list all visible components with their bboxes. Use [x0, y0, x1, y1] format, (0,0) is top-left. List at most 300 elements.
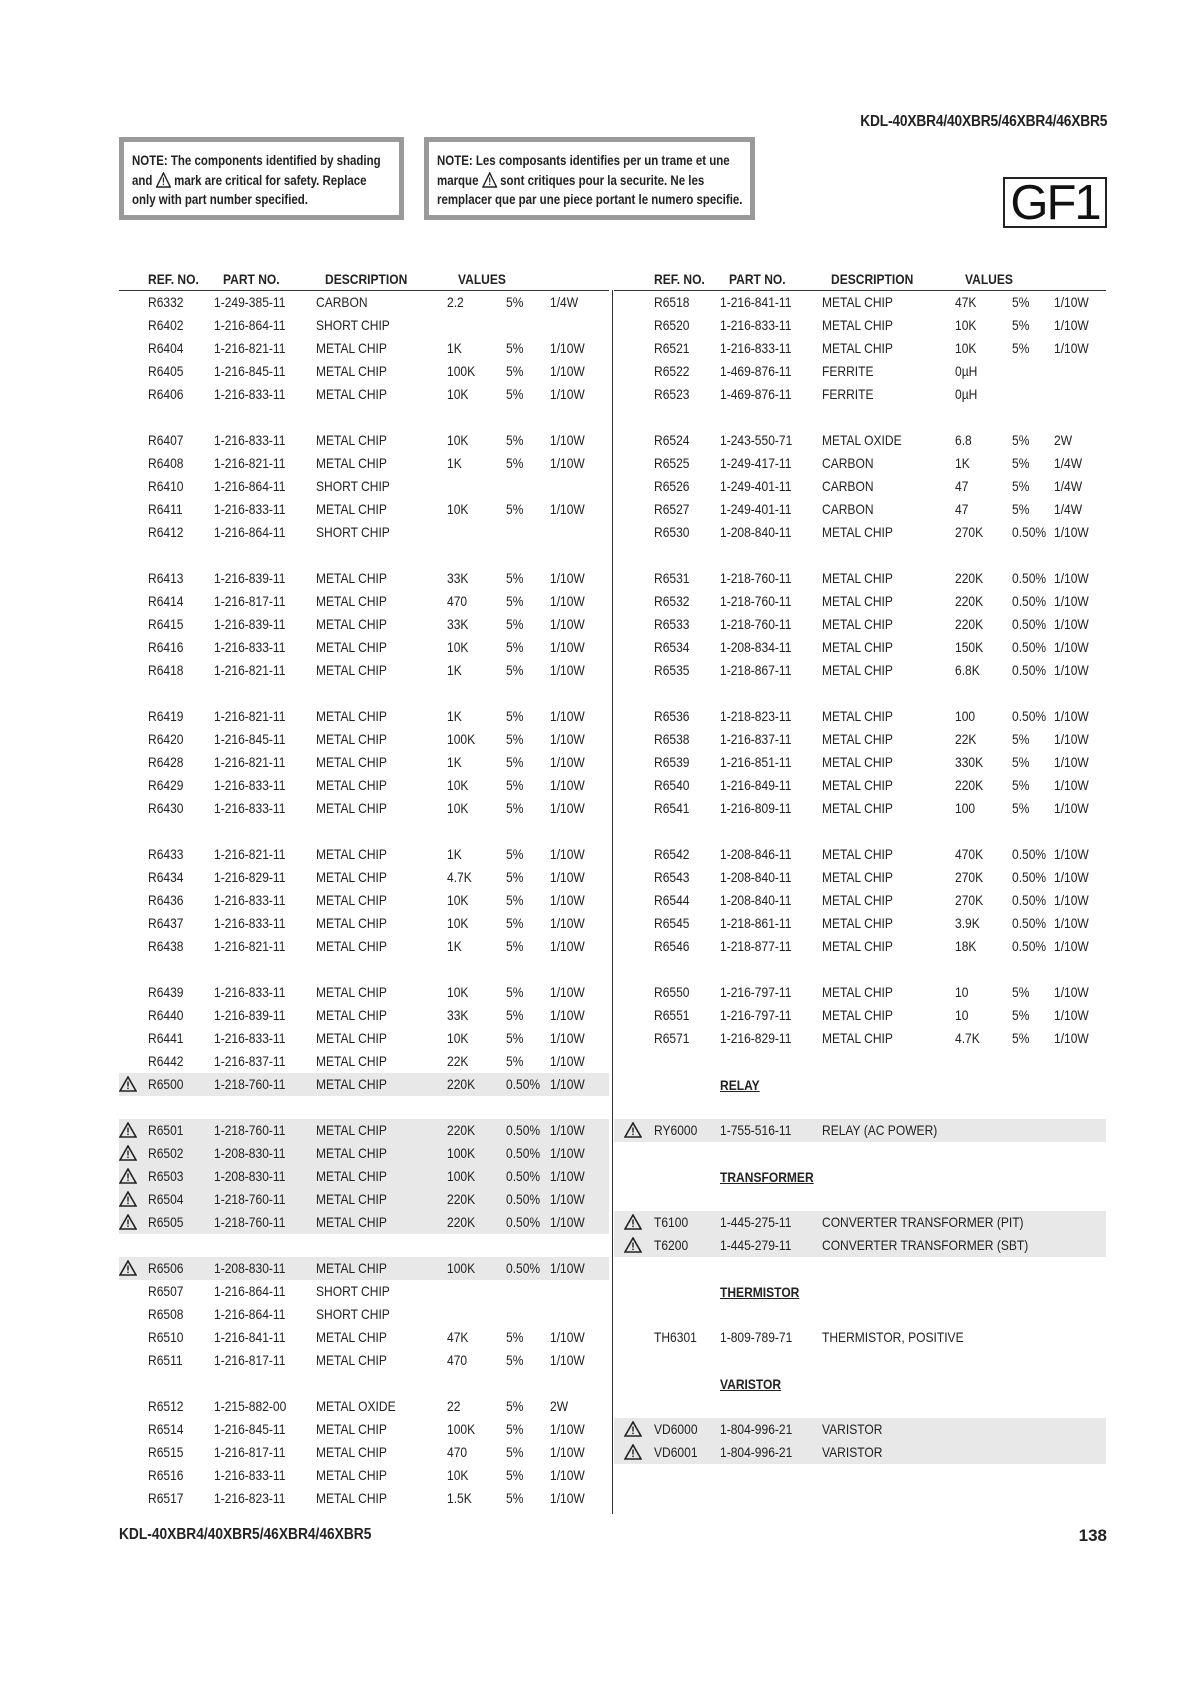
ref-no-cell: R6543 [654, 869, 690, 885]
part-no-cell: 1-216-837-11 [214, 1053, 286, 1069]
ref-no-cell: R6501 [148, 1122, 184, 1138]
rating-cell: 1/10W [550, 1329, 585, 1345]
table-row [614, 498, 1106, 521]
part-no-cell: 1-215-882-00 [214, 1398, 287, 1414]
tolerance-cell: 5% [506, 800, 524, 816]
description-cell: METAL CHIP [822, 524, 893, 540]
description-cell: METAL CHIP [316, 1145, 387, 1161]
part-no-cell: 1-216-837-11 [720, 731, 792, 747]
tolerance-cell: 5% [506, 1352, 524, 1368]
description-cell: METAL CHIP [316, 869, 387, 885]
part-no-cell: 1-216-797-11 [720, 1007, 792, 1023]
tolerance-cell: 5% [506, 386, 524, 402]
part-no-cell: 1-216-833-11 [214, 639, 286, 655]
value-cell: 1K [955, 455, 970, 471]
group-spacer [119, 1096, 609, 1119]
value-cell: 470 [447, 1444, 468, 1460]
value-cell: 10 [955, 1007, 969, 1023]
part-no-cell: 1-218-823-11 [720, 708, 792, 724]
description-cell: METAL CHIP [316, 1168, 387, 1184]
description-cell: METAL CHIP [316, 593, 387, 609]
rating-cell: 1/10W [1054, 731, 1089, 747]
part-no-cell: 1-216-849-11 [720, 777, 792, 793]
table-row [614, 1326, 1106, 1349]
ref-no-cell: T6100 [654, 1214, 689, 1230]
description-cell: METAL CHIP [316, 1122, 387, 1138]
tolerance-cell: 5% [1012, 501, 1030, 517]
warning-triangle-icon [119, 1168, 137, 1187]
part-no-cell: 1-218-760-11 [214, 1076, 286, 1092]
description-cell: CARBON [822, 455, 874, 471]
table-row-critical [119, 1188, 609, 1211]
tolerance-cell: 5% [506, 846, 524, 862]
part-no-cell: 1-216-841-11 [720, 294, 792, 310]
warning-triangle-icon [119, 1214, 137, 1233]
table-row-critical [119, 1257, 609, 1280]
ref-no-cell: R6428 [148, 754, 184, 770]
rating-cell: 1/10W [1054, 892, 1089, 908]
rating-cell: 1/10W [550, 340, 585, 356]
table-row [614, 613, 1106, 636]
part-no-cell: 1-243-550-71 [720, 432, 793, 448]
rating-cell: 1/10W [1054, 800, 1089, 816]
table-row-critical [119, 1211, 609, 1234]
tolerance-cell: 5% [506, 1421, 524, 1437]
part-no-cell: 1-216-839-11 [214, 616, 286, 632]
value-cell: 47K [955, 294, 977, 310]
section-title-text: THERMISTOR [720, 1284, 800, 1300]
rating-cell: 1/10W [550, 915, 585, 931]
rating-cell: 1/10W [550, 1168, 585, 1184]
description-cell: METAL CHIP [822, 1007, 893, 1023]
ref-no-cell: R6542 [654, 846, 690, 862]
table-row-critical [119, 1142, 609, 1165]
rating-cell: 1/10W [1054, 317, 1089, 333]
table-row [119, 1349, 609, 1372]
ref-no-cell: R6512 [148, 1398, 184, 1414]
group-spacer [614, 406, 1106, 429]
tolerance-cell: 5% [506, 892, 524, 908]
part-no-cell: 1-216-845-11 [214, 1421, 286, 1437]
ref-no-cell: R6538 [654, 731, 690, 747]
group-spacer [614, 1395, 1106, 1418]
ref-no-cell: R6402 [148, 317, 184, 333]
ref-no-cell: R6518 [654, 294, 690, 310]
part-no-cell: 1-216-809-11 [720, 800, 792, 816]
table-row [614, 774, 1106, 797]
description-cell: METAL CHIP [822, 662, 893, 678]
ref-no-cell: R6536 [654, 708, 690, 724]
group-spacer [614, 544, 1106, 567]
rating-cell: 1/10W [1054, 662, 1089, 678]
description-cell: METAL CHIP [822, 800, 893, 816]
warning-triangle-icon [482, 172, 497, 188]
ref-no-cell: R6508 [148, 1306, 184, 1322]
part-no-cell: 1-218-760-11 [214, 1191, 286, 1207]
value-cell: 10K [447, 1467, 469, 1483]
table-row [119, 1004, 609, 1027]
part-no-cell: 1-216-864-11 [214, 317, 286, 333]
rating-cell: 1/4W [550, 294, 579, 310]
description-cell: METAL CHIP [316, 1260, 387, 1276]
rating-cell: 1/10W [550, 1145, 585, 1161]
rating-cell: 1/10W [1054, 869, 1089, 885]
group-spacer [119, 682, 609, 705]
value-cell: 10K [955, 340, 977, 356]
table-row [614, 429, 1106, 452]
value-cell: 10K [447, 386, 469, 402]
description-cell: METAL CHIP [822, 317, 893, 333]
table-row [119, 498, 609, 521]
table-row [119, 291, 609, 314]
rating-cell: 1/10W [550, 1076, 585, 1092]
tolerance-cell: 0.50% [506, 1214, 541, 1230]
ref-no-cell: R6550 [654, 984, 690, 1000]
value-cell: 100K [447, 1260, 476, 1276]
tolerance-cell: 5% [506, 869, 524, 885]
tolerance-cell: 5% [1012, 432, 1030, 448]
table-row [614, 521, 1106, 544]
tolerance-cell: 5% [1012, 1007, 1030, 1023]
tolerance-cell: 5% [506, 294, 524, 310]
description-cell: SHORT CHIP [316, 478, 390, 494]
rating-cell: 1/10W [1054, 294, 1089, 310]
ref-no-cell: R6404 [148, 340, 184, 356]
tolerance-cell: 5% [506, 1053, 524, 1069]
table-row [119, 383, 609, 406]
group-spacer [119, 958, 609, 981]
description-cell: METAL CHIP [822, 892, 893, 908]
table-row [119, 1050, 609, 1073]
part-no-cell: 1-208-840-11 [720, 892, 792, 908]
table-row-critical [614, 1441, 1106, 1464]
tolerance-cell: 5% [506, 432, 524, 448]
description-cell: SHORT CHIP [316, 317, 390, 333]
part-no-cell: 1-216-833-11 [214, 501, 286, 517]
tolerance-cell: 5% [506, 984, 524, 1000]
description-cell: METAL CHIP [316, 1076, 387, 1092]
rating-cell: 1/10W [1054, 754, 1089, 770]
part-no-cell: 1-216-833-11 [214, 915, 286, 931]
part-no-cell: 1-218-760-11 [720, 616, 792, 632]
table-row-critical [614, 1418, 1106, 1441]
part-no-cell: 1-216-821-11 [214, 708, 286, 724]
rating-cell: 1/10W [550, 938, 585, 954]
tolerance-cell: 0.50% [1012, 869, 1047, 885]
ref-no-cell: TH6301 [654, 1329, 697, 1345]
description-cell: METAL CHIP [316, 386, 387, 402]
ref-no-cell: R6429 [148, 777, 184, 793]
ref-no-cell: R6441 [148, 1030, 184, 1046]
table-row [614, 337, 1106, 360]
value-cell: 47 [955, 501, 969, 517]
ref-no-cell: R6502 [148, 1145, 184, 1161]
ref-no-cell: R6414 [148, 593, 184, 609]
header-part-no: PART NO. [223, 271, 280, 287]
rating-cell: 1/10W [1054, 593, 1089, 609]
rating-cell: 1/10W [1054, 616, 1089, 632]
part-no-cell: 1-216-817-11 [214, 1352, 286, 1368]
section-title-thermistor [614, 1280, 1106, 1303]
description-cell: METAL CHIP [316, 432, 387, 448]
table-row [614, 889, 1106, 912]
part-no-cell: 1-216-833-11 [214, 386, 286, 402]
note-french-text-before: NOTE: Les composants identifies per un trame et une marque [437, 153, 730, 188]
value-cell: 10K [447, 432, 469, 448]
group-spacer [614, 682, 1106, 705]
rating-cell: 1/10W [1054, 915, 1089, 931]
part-no-cell: 1-216-833-11 [214, 1030, 286, 1046]
ref-no-cell: R6520 [654, 317, 690, 333]
part-no-cell: 1-249-401-11 [720, 478, 792, 494]
ref-no-cell: R6434 [148, 869, 184, 885]
description-cell: METAL CHIP [316, 938, 387, 954]
value-cell: 6.8K [955, 662, 980, 678]
tolerance-cell: 5% [506, 570, 524, 586]
description-cell: METAL OXIDE [316, 1398, 396, 1414]
table-row [119, 1418, 609, 1441]
description-cell: METAL CHIP [316, 846, 387, 862]
rating-cell: 1/10W [550, 1053, 585, 1069]
table-row [119, 1027, 609, 1050]
rating-cell: 1/10W [1054, 708, 1089, 724]
ref-no-cell: R6527 [654, 501, 690, 517]
part-no-cell: 1-208-830-11 [214, 1168, 286, 1184]
group-spacer [614, 1188, 1106, 1211]
rating-cell: 1/10W [1054, 1030, 1089, 1046]
part-no-cell: 1-216-845-11 [214, 731, 286, 747]
description-cell: METAL CHIP [316, 1352, 387, 1368]
ref-no-cell: R6505 [148, 1214, 184, 1230]
part-no-cell: 1-218-867-11 [720, 662, 792, 678]
tolerance-cell: 5% [506, 1490, 524, 1506]
rating-cell: 1/10W [550, 777, 585, 793]
rating-cell: 1/10W [550, 731, 585, 747]
value-cell: 270K [955, 892, 984, 908]
value-cell: 10K [447, 639, 469, 655]
ref-no-cell: R6524 [654, 432, 690, 448]
ref-no-cell: R6504 [148, 1191, 184, 1207]
rating-cell: 1/10W [550, 1352, 585, 1368]
ref-no-cell: R6440 [148, 1007, 184, 1023]
part-no-cell: 1-216-833-11 [214, 892, 286, 908]
tolerance-cell: 5% [506, 754, 524, 770]
part-no-cell: 1-216-833-11 [214, 1467, 286, 1483]
table-row [119, 475, 609, 498]
ref-no-cell: R6525 [654, 455, 690, 471]
table-row [614, 383, 1106, 406]
value-cell: 10K [447, 915, 469, 931]
description-cell: METAL CHIP [316, 662, 387, 678]
value-cell: 3.9K [955, 915, 980, 931]
tolerance-cell: 5% [506, 1444, 524, 1460]
group-spacer [614, 958, 1106, 981]
rating-cell: 1/10W [550, 501, 585, 517]
description-cell: METAL CHIP [316, 1444, 387, 1460]
rating-cell: 1/10W [550, 1122, 585, 1138]
warning-triangle-icon [119, 1122, 137, 1141]
value-cell: 100K [447, 1145, 476, 1161]
description-cell: METAL CHIP [822, 869, 893, 885]
ref-no-cell: R6539 [654, 754, 690, 770]
table-row [119, 935, 609, 958]
table-row [614, 751, 1106, 774]
value-cell: 100 [955, 708, 976, 724]
rating-cell: 1/10W [550, 593, 585, 609]
part-no-cell: 1-216-833-11 [214, 777, 286, 793]
tolerance-cell: 5% [506, 501, 524, 517]
value-cell: 220K [955, 570, 984, 586]
rating-cell: 1/10W [1054, 1007, 1089, 1023]
table-row [614, 866, 1106, 889]
value-cell: 10K [955, 317, 977, 333]
table-row [119, 797, 609, 820]
header-values: VALUES [965, 271, 1013, 287]
tolerance-cell: 5% [1012, 800, 1030, 816]
table-row [119, 613, 609, 636]
table-row [119, 751, 609, 774]
tolerance-cell: 0.50% [506, 1260, 541, 1276]
table-row [614, 1027, 1106, 1050]
description-cell: METAL CHIP [316, 455, 387, 471]
part-no-cell: 1-218-760-11 [720, 593, 792, 609]
table-row [119, 590, 609, 613]
rating-cell: 1/10W [550, 1214, 585, 1230]
part-no-cell: 1-218-760-11 [214, 1214, 286, 1230]
ref-no-cell: R6410 [148, 478, 184, 494]
value-cell: 33K [447, 570, 469, 586]
rating-cell: 1/10W [550, 616, 585, 632]
table-row [119, 1464, 609, 1487]
section-title-relay [614, 1073, 1106, 1096]
rating-cell: 1/10W [550, 984, 585, 1000]
description-cell: METAL CHIP [822, 777, 893, 793]
group-spacer [614, 1303, 1106, 1326]
table-row [119, 452, 609, 475]
table-row [614, 636, 1106, 659]
ref-no-cell: R6534 [654, 639, 690, 655]
part-no-cell: 1-216-839-11 [214, 570, 286, 586]
note-english-text-after: mark are critical for safety. Replace only with part number specified. [132, 172, 367, 207]
tolerance-cell: 0.50% [1012, 593, 1047, 609]
value-cell: 33K [447, 616, 469, 632]
description-cell: METAL CHIP [316, 1007, 387, 1023]
description-cell: METAL CHIP [822, 340, 893, 356]
tolerance-cell: 5% [1012, 984, 1030, 1000]
table-row [614, 728, 1106, 751]
tolerance-cell: 0.50% [1012, 846, 1047, 862]
description-cell: METAL CHIP [316, 570, 387, 586]
value-cell: 150K [955, 639, 984, 655]
tolerance-cell: 0.50% [1012, 616, 1047, 632]
description-cell: METAL CHIP [316, 731, 387, 747]
tolerance-cell: 0.50% [1012, 639, 1047, 655]
header-description: DESCRIPTION [325, 271, 408, 287]
tolerance-cell: 5% [1012, 731, 1030, 747]
description-cell: METAL CHIP [822, 938, 893, 954]
table-row [119, 774, 609, 797]
rating-cell: 1/10W [550, 1007, 585, 1023]
table-row [119, 521, 609, 544]
tolerance-cell: 5% [506, 731, 524, 747]
part-no-cell: 1-218-760-11 [214, 1122, 286, 1138]
part-no-cell: 1-208-830-11 [214, 1145, 286, 1161]
group-spacer [614, 1257, 1106, 1280]
tolerance-cell: 0.50% [1012, 938, 1047, 954]
warning-triangle-icon [624, 1214, 642, 1233]
description-cell: CARBON [822, 501, 874, 517]
rating-cell: 1/10W [550, 1490, 585, 1506]
part-no-cell: 1-208-846-11 [720, 846, 792, 862]
rating-cell: 1/10W [550, 1444, 585, 1460]
part-no-cell: 1-216-821-11 [214, 455, 286, 471]
header-ref-no: REF. NO. [148, 271, 199, 287]
ref-no-cell: R6433 [148, 846, 184, 862]
ref-no-cell: R6510 [148, 1329, 184, 1345]
warning-triangle-icon [156, 172, 171, 188]
part-no-cell: 1-804-996-21 [720, 1421, 793, 1437]
part-no-cell: 1-216-833-11 [720, 317, 792, 333]
part-no-cell: 1-216-864-11 [214, 1306, 286, 1322]
table-row [614, 1004, 1106, 1027]
ref-no-cell: R6545 [654, 915, 690, 931]
rating-cell: 1/10W [1054, 984, 1089, 1000]
tolerance-cell: 5% [506, 455, 524, 471]
rating-cell: 1/10W [550, 869, 585, 885]
ref-no-cell: R6523 [654, 386, 690, 402]
group-spacer [119, 820, 609, 843]
table-row [614, 590, 1106, 613]
tolerance-cell: 5% [506, 938, 524, 954]
table-row [614, 659, 1106, 682]
value-cell: 330K [955, 754, 984, 770]
value-cell: 470K [955, 846, 984, 862]
ref-no-cell: R6430 [148, 800, 184, 816]
tolerance-cell: 0.50% [1012, 892, 1047, 908]
value-cell: 470 [447, 1352, 468, 1368]
table-row [119, 1303, 609, 1326]
value-cell: 10K [447, 1030, 469, 1046]
tolerance-cell: 5% [506, 363, 524, 379]
ref-no-cell: R6535 [654, 662, 690, 678]
tolerance-cell: 0.50% [506, 1122, 541, 1138]
value-cell: 10K [447, 892, 469, 908]
ref-no-cell: T6200 [654, 1237, 689, 1253]
rating-cell: 1/10W [550, 800, 585, 816]
table-row [119, 843, 609, 866]
value-cell: 2.2 [447, 294, 464, 310]
rating-cell: 1/10W [550, 1260, 585, 1276]
description-cell: METAL CHIP [316, 1053, 387, 1069]
ref-no-cell: R6503 [148, 1168, 184, 1184]
ref-no-cell: R6551 [654, 1007, 690, 1023]
table-row-critical [119, 1165, 609, 1188]
part-no-cell: 1-249-417-11 [720, 455, 792, 471]
part-no-cell: 1-216-821-11 [214, 938, 286, 954]
value-cell: 270K [955, 869, 984, 885]
value-cell: 1K [447, 662, 462, 678]
rating-cell: 1/10W [550, 363, 585, 379]
tolerance-cell: 5% [1012, 478, 1030, 494]
part-no-cell: 1-208-840-11 [720, 869, 792, 885]
description-cell: METAL CHIP [316, 1467, 387, 1483]
description-cell: RELAY (AC POWER) [822, 1122, 938, 1138]
part-no-cell: 1-216-821-11 [214, 846, 286, 862]
part-no-cell: 1-216-864-11 [214, 524, 286, 540]
ref-no-cell: R6500 [148, 1076, 184, 1092]
tolerance-cell: 5% [506, 708, 524, 724]
section-title-text: VARISTOR [720, 1376, 782, 1392]
